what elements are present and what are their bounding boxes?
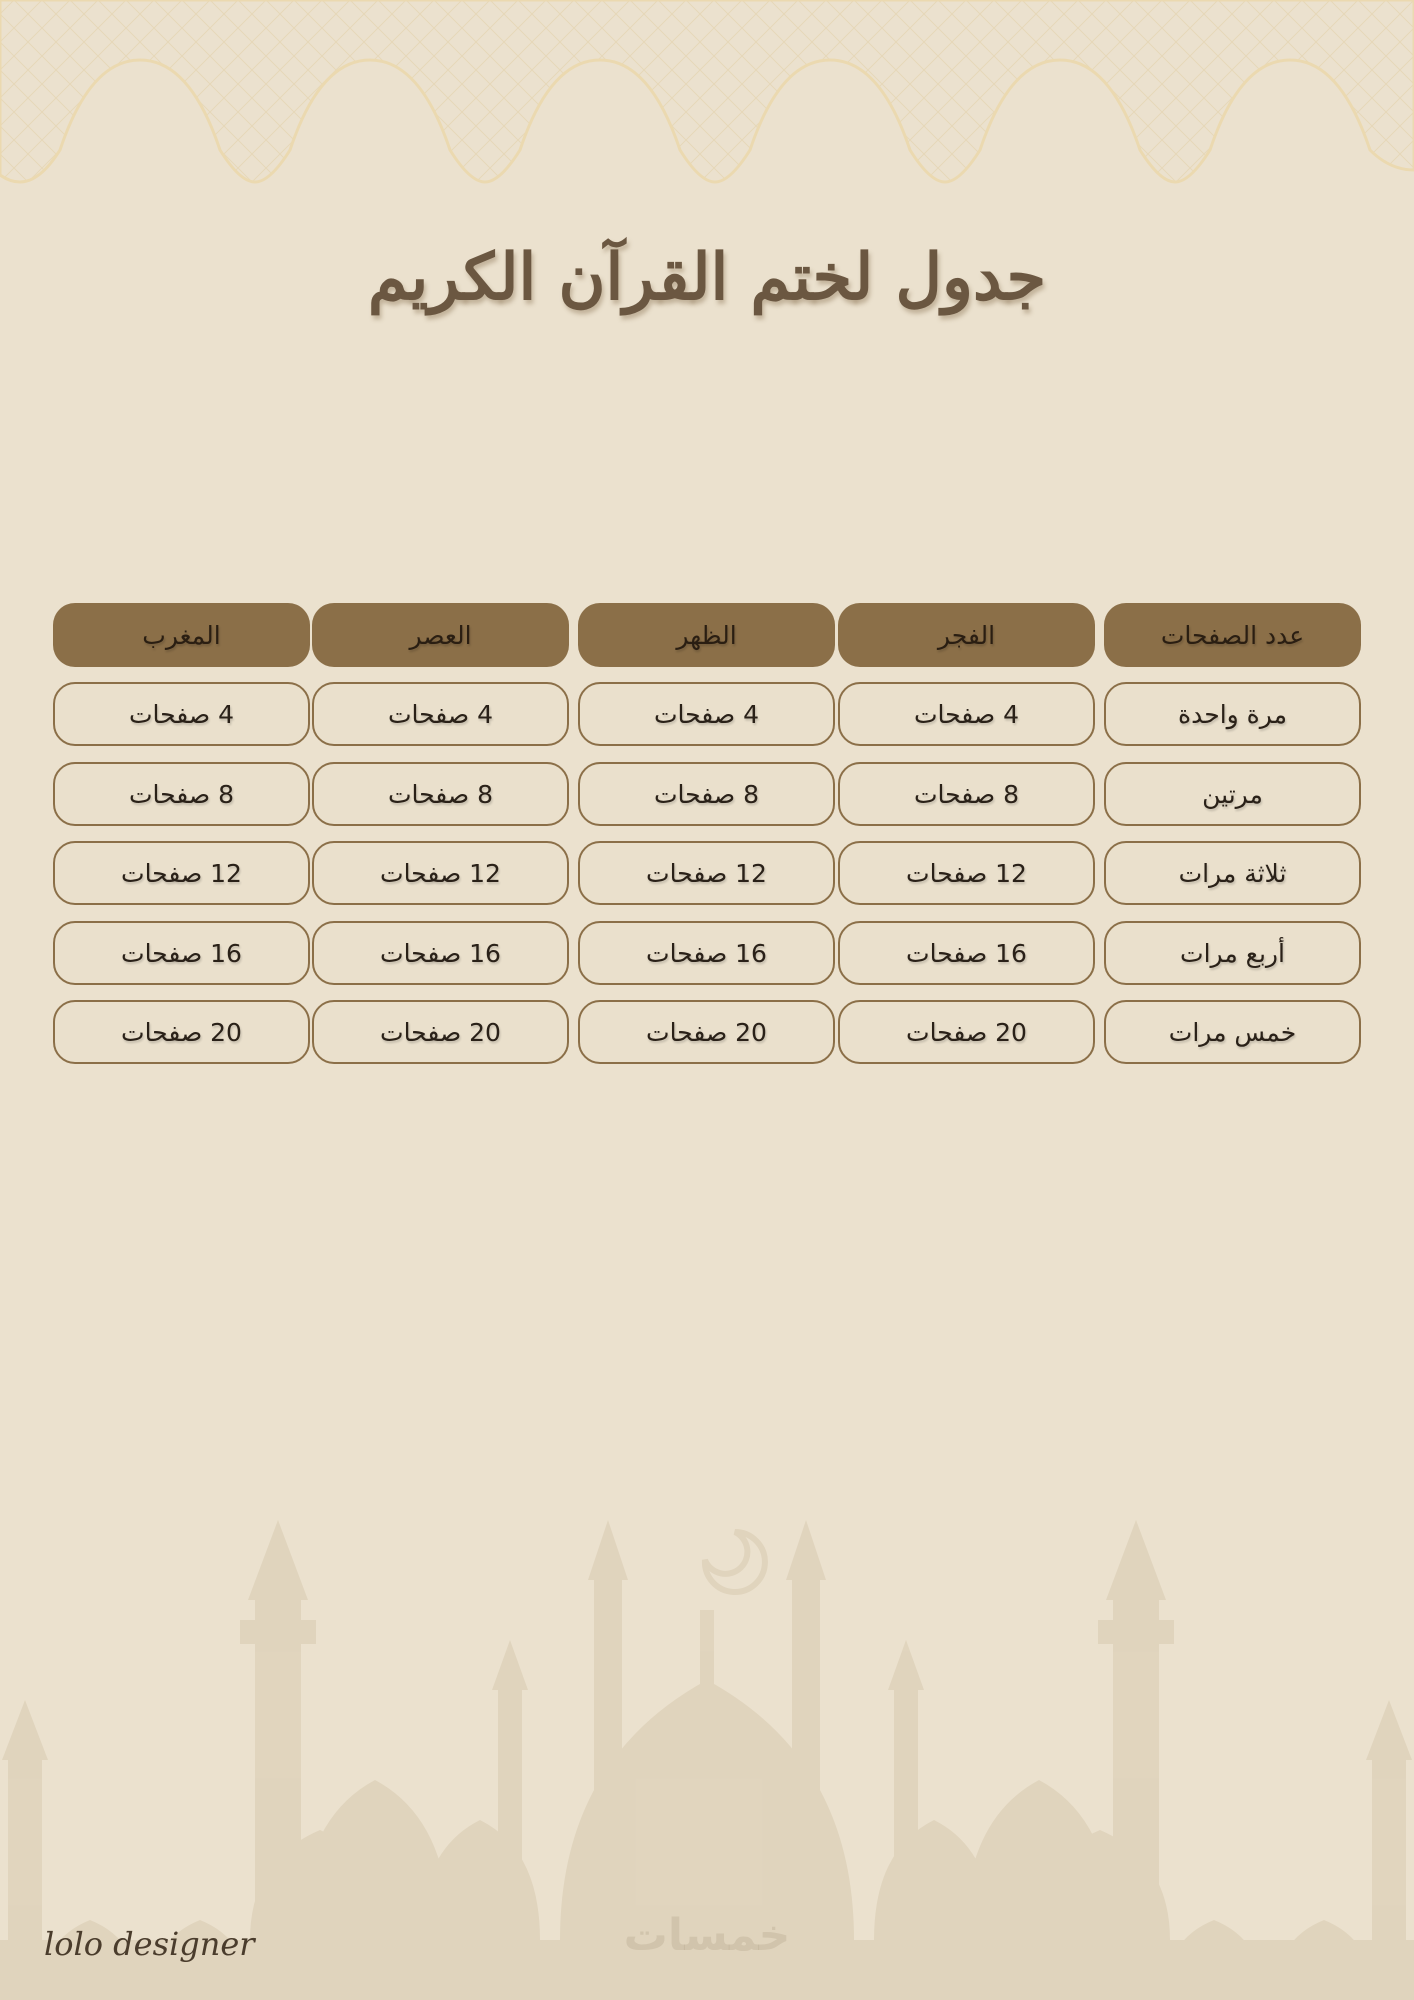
table-cell-maghrib: 4 صفحات (53, 682, 310, 746)
table-cell-dhuhr: 12 صفحات (578, 841, 835, 905)
header-maghrib: المغرب (53, 603, 310, 667)
table-cell-maghrib: 12 صفحات (53, 841, 310, 905)
table-cell-dhuhr: 4 صفحات (578, 682, 835, 746)
table-cell-dhuhr: 8 صفحات (578, 762, 835, 826)
table-cell-maghrib: 20 صفحات (53, 1000, 310, 1064)
row-label: ثلاثة مرات (1104, 841, 1361, 905)
row-label: خمس مرات (1104, 1000, 1361, 1064)
table-cell-fajr: 4 صفحات (838, 682, 1095, 746)
table-cell-asr: 8 صفحات (312, 762, 569, 826)
table-cell-maghrib: 8 صفحات (53, 762, 310, 826)
header-asr: العصر (312, 603, 569, 667)
table-cell-fajr: 16 صفحات (838, 921, 1095, 985)
row-label: أربع مرات (1104, 921, 1361, 985)
top-ornament (0, 0, 1414, 200)
page-title: جدول لختم القرآن الكريم (367, 240, 1047, 315)
table-cell-asr: 12 صفحات (312, 841, 569, 905)
table-cell-fajr: 20 صفحات (838, 1000, 1095, 1064)
table-cell-asr: 20 صفحات (312, 1000, 569, 1064)
table-cell-dhuhr: 20 صفحات (578, 1000, 835, 1064)
designer-signature: lolo designer (44, 1925, 255, 1963)
table-cell-asr: 4 صفحات (312, 682, 569, 746)
table-cell-fajr: 12 صفحات (838, 841, 1095, 905)
table-cell-asr: 16 صفحات (312, 921, 569, 985)
watermark-logo: خمسات (623, 1910, 791, 1961)
header-dhuhr: الظهر (578, 603, 835, 667)
table-cell-dhuhr: 16 صفحات (578, 921, 835, 985)
row-label: مرتين (1104, 762, 1361, 826)
header-fajr: الفجر (838, 603, 1095, 667)
table-cell-fajr: 8 صفحات (838, 762, 1095, 826)
table-cell-maghrib: 16 صفحات (53, 921, 310, 985)
row-label: مرة واحدة (1104, 682, 1361, 746)
header-pages-count: عدد الصفحات (1104, 603, 1361, 667)
